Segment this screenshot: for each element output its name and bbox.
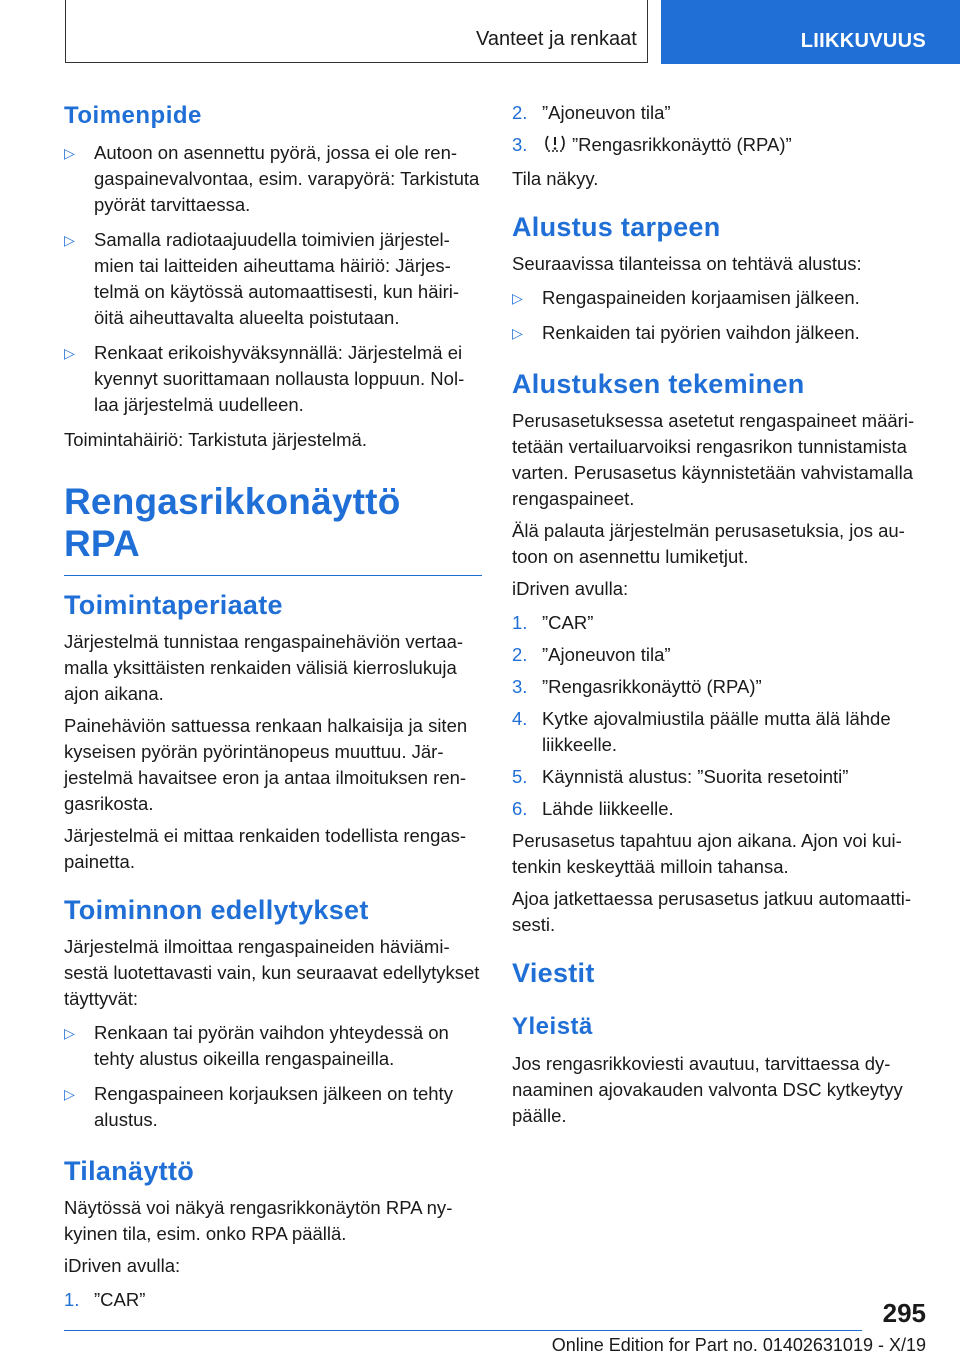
step-number: 2. xyxy=(512,102,528,123)
heading-viestit: Viestit xyxy=(512,957,595,988)
toimenpide-list xyxy=(64,140,482,418)
numbered-list-continued xyxy=(512,100,930,160)
paragraph: Järjestelmä ei mittaa renkaiden todellista rengaspainetta. xyxy=(64,825,467,872)
step-number: 3. xyxy=(512,675,528,697)
heading-tilanaytto: Tilanäyttö xyxy=(64,1156,195,1186)
heading-toimintaperiaate: Toimintaperiaate xyxy=(64,590,283,620)
list-item: 2. ”Ajoneuvon tila” xyxy=(512,100,930,126)
section-title: Vanteet ja renkaat xyxy=(476,28,637,50)
heading-edellytykset: Toiminnon edellytykset xyxy=(64,895,369,925)
paragraph: Tila näkyy. xyxy=(512,167,599,189)
footer-divider xyxy=(64,1330,862,1331)
numbered-list xyxy=(512,610,930,822)
paragraph: Ajoa jatkettaessa perusasetus jatkuu automaattisesti. xyxy=(512,887,912,935)
paragraph: Näytössä voi näkyä rengasrikkonäytön RPA nykyinen tila, esim. onko RPA päällä. xyxy=(64,1197,453,1244)
triangle-bullet-icon: ▷ xyxy=(64,1025,75,1041)
footer-edition: Online Edition for Part no. 01402631019 - X/19 xyxy=(551,1335,926,1355)
paragraph: Perusasetus tapahtuu ajon aikana. Ajon voi kuitenkin keskeyttää milloin tahansa. xyxy=(512,829,902,877)
list-item: 3. ”Rengasrikkonäyttö (RPA)” xyxy=(512,132,930,160)
chapter-tab[interactable] xyxy=(661,0,960,64)
tire-warning-icon xyxy=(542,133,568,160)
heading-alustuksen-tekeminen: Alustuksen tekeminen xyxy=(512,368,805,399)
heading-toimenpide: Toimenpide xyxy=(64,102,202,129)
list-item: 1. ”CAR” xyxy=(512,610,930,636)
list-item: ▷ Renkaat erikoishyväksynnällä: Järjestelmä ei kyennyt suorittamaan nollausta loppuun. Nollaa järjestelmä uudelleen. xyxy=(64,342,465,415)
list-item: 2. ”Ajoneuvon tila” xyxy=(512,642,930,668)
list-item: 3. ”Rengasrikkonäyttö (RPA)” xyxy=(512,674,930,700)
step-number: 4. xyxy=(512,707,528,729)
step-number: 1. xyxy=(64,1289,80,1310)
edellytykset-list xyxy=(64,1020,482,1133)
triangle-bullet-icon: ▷ xyxy=(64,232,75,248)
chapter-tab-label: LIIKKUVUUS xyxy=(800,30,926,52)
page-title: Rengasrikkonäyttö RPA xyxy=(64,481,482,576)
triangle-bullet-icon: ▷ xyxy=(512,289,523,306)
triangle-bullet-icon: ▷ xyxy=(512,324,523,341)
left-column xyxy=(64,100,482,1319)
list-item: 4. Kytke ajovalmiustila päälle mutta älä lähde liikkeelle. xyxy=(512,707,891,755)
paragraph: Perusasetuksessa asetetut rengaspaineet määritetään vertailuarvoiksi rengasrikon tunnistamista varten. Perusasetus käynnistetään vahvistamalla rengaspaineet. xyxy=(512,409,915,509)
alustus-list xyxy=(512,285,930,346)
triangle-bullet-icon: ▷ xyxy=(64,1086,75,1102)
list-item: ▷ Samalla radiotaajuudella toimivien järjestelmien tai laitteiden aiheuttama häiriö: Järjestelmä on käytössä automaattisesti, kun häiriöitä aiheuttavalta alueelta poistutaan. xyxy=(64,229,460,328)
triangle-bullet-icon: ▷ xyxy=(64,345,75,361)
paragraph: iDriven avulla: xyxy=(512,577,629,599)
step-number: 1. xyxy=(512,611,528,633)
step-number: 5. xyxy=(512,765,528,787)
list-item: 5. Käynnistä alustus: ”Suorita resetointi” xyxy=(512,764,930,790)
list-item: 6. Lähde liikkeelle. xyxy=(512,796,930,822)
paragraph: Jos rengasrikkoviesti avautuu, tarvittaessa dynaaminen ajovakauden valvonta DSC kytkeytyy päälle. xyxy=(512,1052,903,1126)
page-number: 295 xyxy=(882,1298,926,1328)
list-item: 1. ”CAR” xyxy=(64,1287,482,1313)
step-number: 3. xyxy=(512,134,528,155)
list-item: ▷ Autoon on asennettu pyörä, jossa ei ole rengaspainevalvontaa, esim. varapyörä: Tarkistuta pyörät tarvittaessa. xyxy=(64,142,480,215)
paragraph: Järjestelmä ilmoittaa rengaspaineiden häviämisestä luotettavasti vain, kun seuraavat edellytykset täyttyvät: xyxy=(64,936,480,1009)
paragraph: Painehäviön sattuessa renkaan halkaisija ja siten kyseisen pyörän pyörintänopeus muuttuu. Järjestelmä havaitsee eron ja antaa ilmoituksen rengasrikosta. xyxy=(64,715,468,814)
step-number: 2. xyxy=(512,643,528,665)
numbered-list xyxy=(64,1287,482,1313)
right-column xyxy=(512,100,930,1135)
list-item: ▷ Rengaspaineiden korjaamisen jälkeen. xyxy=(512,285,930,311)
paragraph: Älä palauta järjestelmän perusasetuksia, jos autoon on asennettu lumiketjut. xyxy=(512,519,905,567)
paragraph: Toimintahäiriö: Tarkistuta järjestelmä. xyxy=(64,429,367,450)
paragraph: Seuraavissa tilanteissa on tehtävä alustus: xyxy=(512,252,862,274)
list-item: ▷ Renkaan tai pyörän vaihdon yhteydessä on tehty alustus oikeilla rengaspaineilla. xyxy=(64,1022,449,1069)
heading-alustus-tarpeen: Alustus tarpeen xyxy=(512,211,721,242)
paragraph: Järjestelmä tunnistaa rengaspainehäviön vertaamalla yksittäisten renkaiden välisiä kierroslukuja ajon aikana. xyxy=(64,631,464,704)
heading-yleista: Yleistä xyxy=(512,1012,593,1040)
list-item: ▷ Renkaiden tai pyörien vaihdon jälkeen. xyxy=(512,320,930,346)
step-number: 6. xyxy=(512,797,528,819)
list-item: ▷ Rengaspaineen korjauksen jälkeen on tehty alustus. xyxy=(64,1083,453,1130)
triangle-bullet-icon: ▷ xyxy=(64,145,75,161)
paragraph: iDriven avulla: xyxy=(64,1255,181,1276)
